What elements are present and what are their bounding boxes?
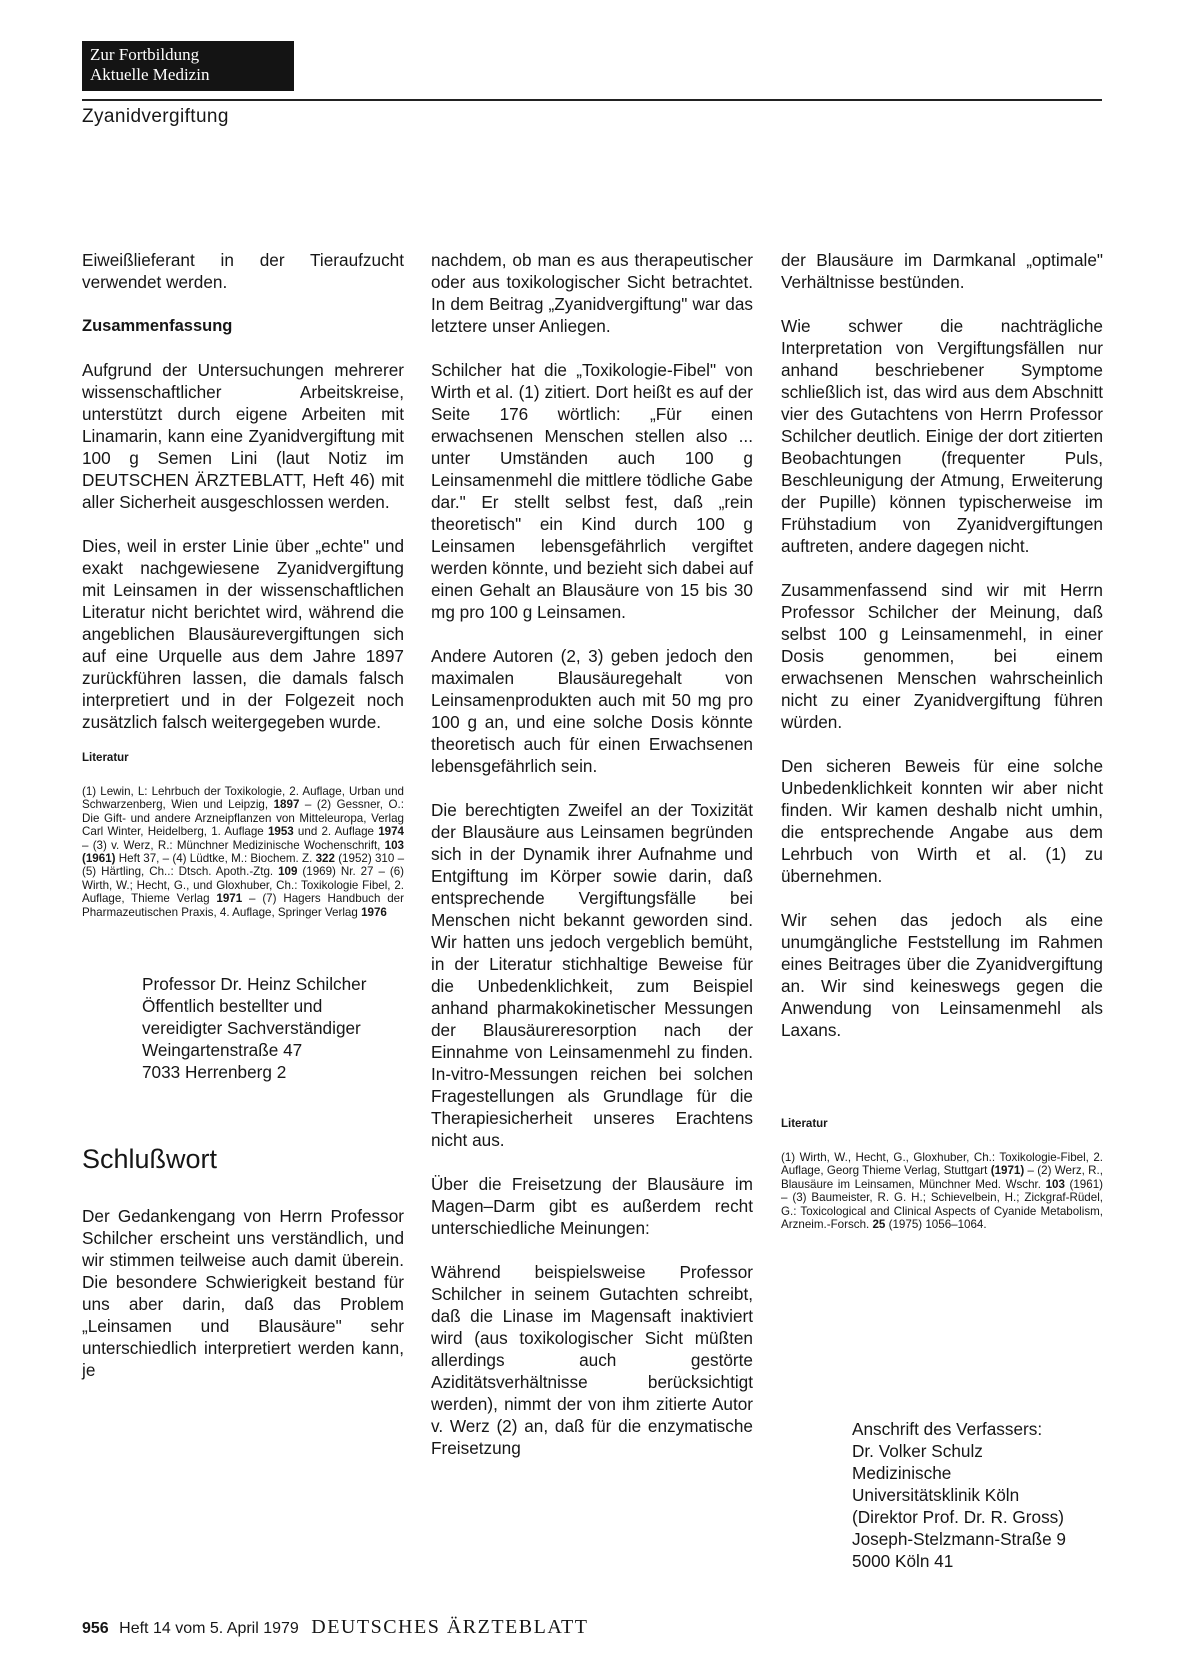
page-topic: Zyanidvergiftung xyxy=(82,106,229,127)
col3-paragraph: Zusammenfassend sind wir mit Herrn Professor Schilcher der Meinung, daß selbst 100 g Leinsamenmehl, in einer Dosis genommen, bei einem erwachsenen Menschen wahrscheinlich nicht zu einer Zyanidvergiftung führen würden. xyxy=(781,580,1103,732)
col3-paragraph: Den sicheren Beweis für eine solche Unbedenklichkeit konnten wir aber nicht finden. Wir kamen deshalb nicht umhin, die entsprechende Angabe aus dem Lehrbuch von Wirth et al. (1) zu übernehmen. xyxy=(781,756,1103,886)
section-label-line1: Zur Fortbildung xyxy=(90,45,200,64)
col2-paragraph: Über die Freisetzung der Blausäure im Magen–Darm gibt es außerdem recht unterschiedliche Meinungen: xyxy=(431,1174,753,1238)
col1-paragraph: Aufgrund der Untersuchungen mehrerer wissenschaftlicher Arbeitskreise, unterstützt durch eigene Arbeiten mit Linamarin, kann eine Zyanidvergiftung mit 100 g Semen Lini (laut Notiz im DEUTSCHEN ÄRZTEBLATT, Heft 46) mit aller Sicherheit ausgeschlossen werden. xyxy=(82,360,404,512)
column-2 xyxy=(431,249,753,1459)
author-address: Professor Dr. Heinz Schilcher Öffentlich bestellter und vereidigter Sachverständiger Weingartenstraße 47 7033 Herrenberg 2 xyxy=(142,974,367,1083)
column-3 xyxy=(781,249,1103,1231)
col3-paragraph: Wie schwer die nachträgliche Interpretation von Vergiftungsfällen nur anhand beschriebener Symptome schließlich ist, das wird aus dem Abschnitt vier des Gutachtens von Herrn Professor Schilcher deutlich. Einige der dort zitierten Beobachtungen (frequenter Puls, Beschleunigung der Atmung, Erweiterung der Pupille) können typischerweise im Frühstadium von Zyanidvergiftungen auftreten, andere dagegen nicht. xyxy=(781,316,1103,556)
col2-paragraph: Andere Autoren (2, 3) geben jedoch den maximalen Blausäuregehalt von Leinsamenprodukten auch mit 50 mg pro 100 g an, und eine solche Dosis könnte theoretisch auch für einen Erwachsenen lebensgefährlich sein. xyxy=(431,646,753,776)
col1-paragraph: Der Gedankengang von Herrn Professor Schilcher erscheint uns verständlich, und wir stimmen teilweise auch damit überein. Die besondere Schwierigkeit bestand für uns aber darin, daß das Problem „Leinsamen und Blausäure" sehr unterschiedlich interpretiert werden kann, je xyxy=(82,1206,404,1381)
page-footer xyxy=(82,1616,588,1639)
literature-heading: Literatur xyxy=(781,1118,828,1130)
col2-paragraph: nachdem, ob man es aus therapeutischer oder aus toxikologischer Sicht betrachtet. In dem Beitrag „Zyanidvergiftung" war das letztere unser Anliegen. xyxy=(431,250,753,336)
issue-info: Heft 14 vom 5. April 1979 xyxy=(119,1620,299,1637)
summary-heading: Zusammenfassung xyxy=(82,317,233,335)
page-number: 956 xyxy=(82,1620,109,1637)
literature-heading: Literatur xyxy=(82,752,129,764)
column-1 xyxy=(82,249,404,1381)
col2-paragraph: Während beispielsweise Professor Schilcher in seinem Gutachten schreibt, daß die Linase im Magensaft inaktiviert wird (aus toxikologischer Sicht müßten allerdings auch gestörte Aziditätsverhältnisse berücksichtigt werden), nimmt der von ihm zitierte Autor v. Werz (2) an, daß für die enzymatische Freisetzung xyxy=(431,1262,753,1458)
author-address: Anschrift des Verfassers: Dr. Volker Schulz Medizinische Universitätsklinik Köln (Direktor Prof. Dr. R. Gross) Joseph-Stelzmann-Straße 9 5000 Köln 41 xyxy=(852,1419,1066,1571)
journal-name: DEUTSCHES ÄRZTEBLATT xyxy=(311,1616,589,1638)
schlusswort-heading: Schlußwort xyxy=(82,1144,218,1175)
header-rule xyxy=(82,99,1102,101)
col3-paragraph: Wir sehen das jedoch als eine unumgängliche Feststellung im Rahmen eines Beitrages über die Zyanidvergiftung an. Wir sind keineswegs gegen die Anwendung von Leinsamenmehl als Laxans. xyxy=(781,910,1103,1040)
section-label-line2: Aktuelle Medizin xyxy=(90,65,210,84)
literature-list: (1) Wirth, W., Hecht, G., Gloxhuber, Ch.: Toxikologie-Fibel, 2. Auflage, Georg Thieme Verlag, Stuttgart (1971) – (2) Werz, R., Blausäure im Leinsamen, Münchner Med. Wschr. 103 (1961) – (3) Baumeister, R. G. H.; Schievelbein, H.; Zickgraf-Rüdel, G.: Toxicological and Clinical Aspects of Cyanide Metabolism, Arzneim.-Forsch. 25 (1975) 1056–1064. xyxy=(781,1151,1104,1232)
col2-paragraph: Die berechtigten Zweifel an der Toxizität der Blausäure aus Leinsamen begründen sich in der Dynamik ihrer Aufnahme und Entgiftung im Körper sowie darin, daß entsprechende Vergiftungsfälle bei Menschen nicht bekannt geworden sind. Wir hatten uns jedoch vergeblich bemüht, in der Literatur stichhaltige Beweise für die Unbedenklichkeit, zum Beispiel anhand pharmakokinetischer Messungen der Blausäureresorption nach der Einnahme von Leinsamenmehl zu finden. In-vitro-Messungen reichen bei solchen Fragestellungen als Grundlage für die Therapiesicherheit unseres Erachtens nicht aus. xyxy=(431,800,753,1150)
col3-paragraph: der Blausäure im Darmkanal „optimale" Verhältnisse bestünden. xyxy=(781,250,1103,292)
col1-paragraph: Dies, weil in erster Linie über „echte" und exakt nachgewiesene Zyanidvergiftung mit Leinsamen in der wissenschaftlichen Literatur nicht berichtet wird, während die angeblichen Blausäurevergiftungen sich auf eine Urquelle aus dem Jahre 1897 zurückführen lassen, die damals falsch interpretiert und in der Folgezeit noch zusätzlich falsch weitergegeben wurde. xyxy=(82,536,404,732)
col2-paragraph: Schilcher hat die „Toxikologie-Fibel" von Wirth et al. (1) zitiert. Dort heißt es auf der Seite 176 wörtlich: „Für einen erwachsenen Menschen stellen also ... unter Umständen auch 100 g Leinsamenmehl die mittlere tödliche Gabe dar." Er stellt selbst fest, daß „rein theoretisch" ein Kind durch 100 g Leinsamen lebensgefährlich vergiftet werden könnte, und bezieht sich dabei auf einen Gehalt an Blausäure von 15 bis 30 mg pro 100 g Leinsamen. xyxy=(431,360,754,622)
literature-list: (1) Lewin, L: Lehrbuch der Toxikologie, 2. Auflage, Urban und Schwarzenberg, Wien und Leipzig, 1897 – (2) Gessner, O.: Die Gift- und andere Arzneipflanzen von Mitteleuropa, Verlag Carl Winter, Heidelberg, 1. Auflage 1953 und 2. Auflage 1974 – (3) v. Werz, R.: Münchner Medizinische Wochenschrift, 103 (1961) Heft 37, – (4) Lüdtke, M.: Biochem. Z. 322 (1952) 310 – (5) Härtling, Ch..: Dtsch. Apoth.-Ztg. 109 (1969) Nr. 27 – (6) Wirth, W.; Hecht, G., und Gloxhuber, Ch.: Toxikologie Fibel, 2. Auflage, Thieme Verlag 1971 – (7) Hagers Handbuch der Pharmazeutischen Praxis, 4. Auflage, Springer Verlag 1976 xyxy=(82,785,405,919)
section-label xyxy=(82,41,294,91)
col1-intro: Eiweißlieferant in der Tieraufzucht verwendet werden. xyxy=(82,250,404,292)
